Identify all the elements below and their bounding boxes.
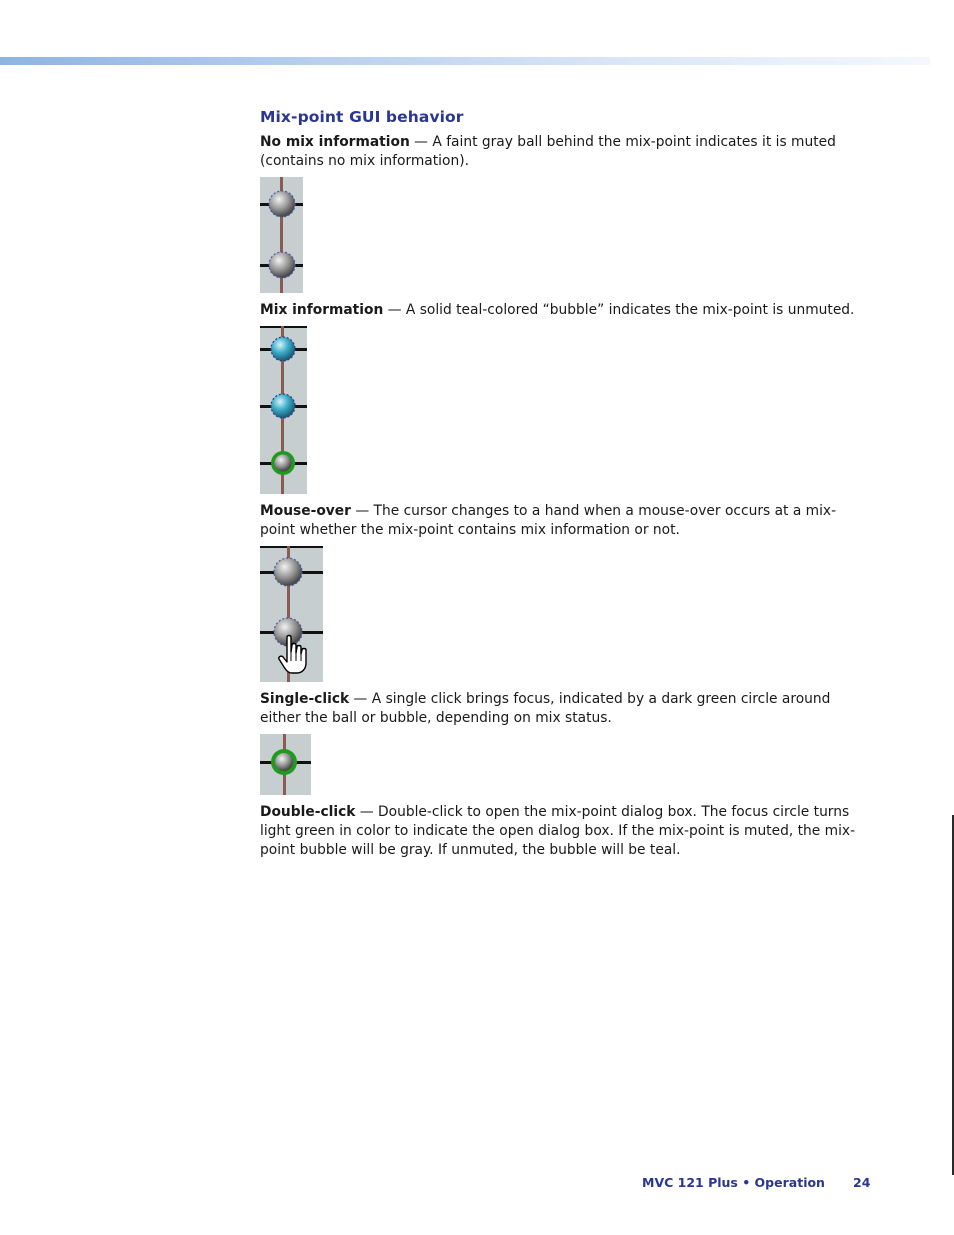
page-content [260, 108, 870, 860]
gray-ball-icon [274, 558, 302, 586]
illustration-single-click [260, 734, 311, 795]
gray-ball-icon [269, 191, 295, 217]
illustration-mix [260, 326, 307, 494]
paragraph-single-click [260, 690, 870, 728]
desc-mouse-over: — The cursor changes to a hand when a mouse-over occurs at a mix-point whether the mix-point contains mix information or not. [260, 503, 837, 538]
teal-bubble-icon [271, 337, 295, 361]
desc-no-mix: — A faint gray ball behind the mix-point indicates it is muted (contains no mix information). [260, 134, 836, 169]
illustration-mouse-over [260, 546, 323, 682]
page-footer [642, 1175, 871, 1190]
focus-ring-icon [271, 451, 295, 475]
term-no-mix: No mix information [260, 134, 410, 150]
illustration-no-mix [260, 177, 303, 293]
paragraph-mouse-over [260, 502, 870, 540]
term-single-click: Single-click [260, 691, 350, 707]
desc-mix: — A solid teal-colored “bubble” indicates the mix-point is unmuted. [383, 302, 855, 318]
paragraph-no-mix [260, 133, 870, 171]
gray-ball-icon [269, 252, 295, 278]
page-number: 24 [853, 1175, 871, 1190]
paragraph-mix [260, 301, 870, 320]
paragraph-double-click [260, 803, 870, 860]
desc-single-click: — A single click brings focus, indicated by a dark green circle around either the ball or bubble, depending on mix status. [260, 691, 831, 726]
teal-bubble-icon [271, 394, 295, 418]
focus-ring-icon [271, 749, 297, 775]
header-gradient-bar [0, 57, 930, 65]
term-mix: Mix information [260, 302, 384, 318]
term-double-click: Double-click [260, 804, 356, 820]
section-title: Mix-point GUI behavior [260, 108, 464, 126]
desc-double-click: — Double-click to open the mix-point dialog box. The focus circle turns light green in color to indicate the open dialog box. If the mix-point is muted, the mix-point bubble will be gray. If unmuted, the bubble will be teal. [260, 804, 856, 858]
footer-label: MVC 121 Plus • Operation [642, 1175, 825, 1190]
term-mouse-over: Mouse-over [260, 503, 351, 519]
